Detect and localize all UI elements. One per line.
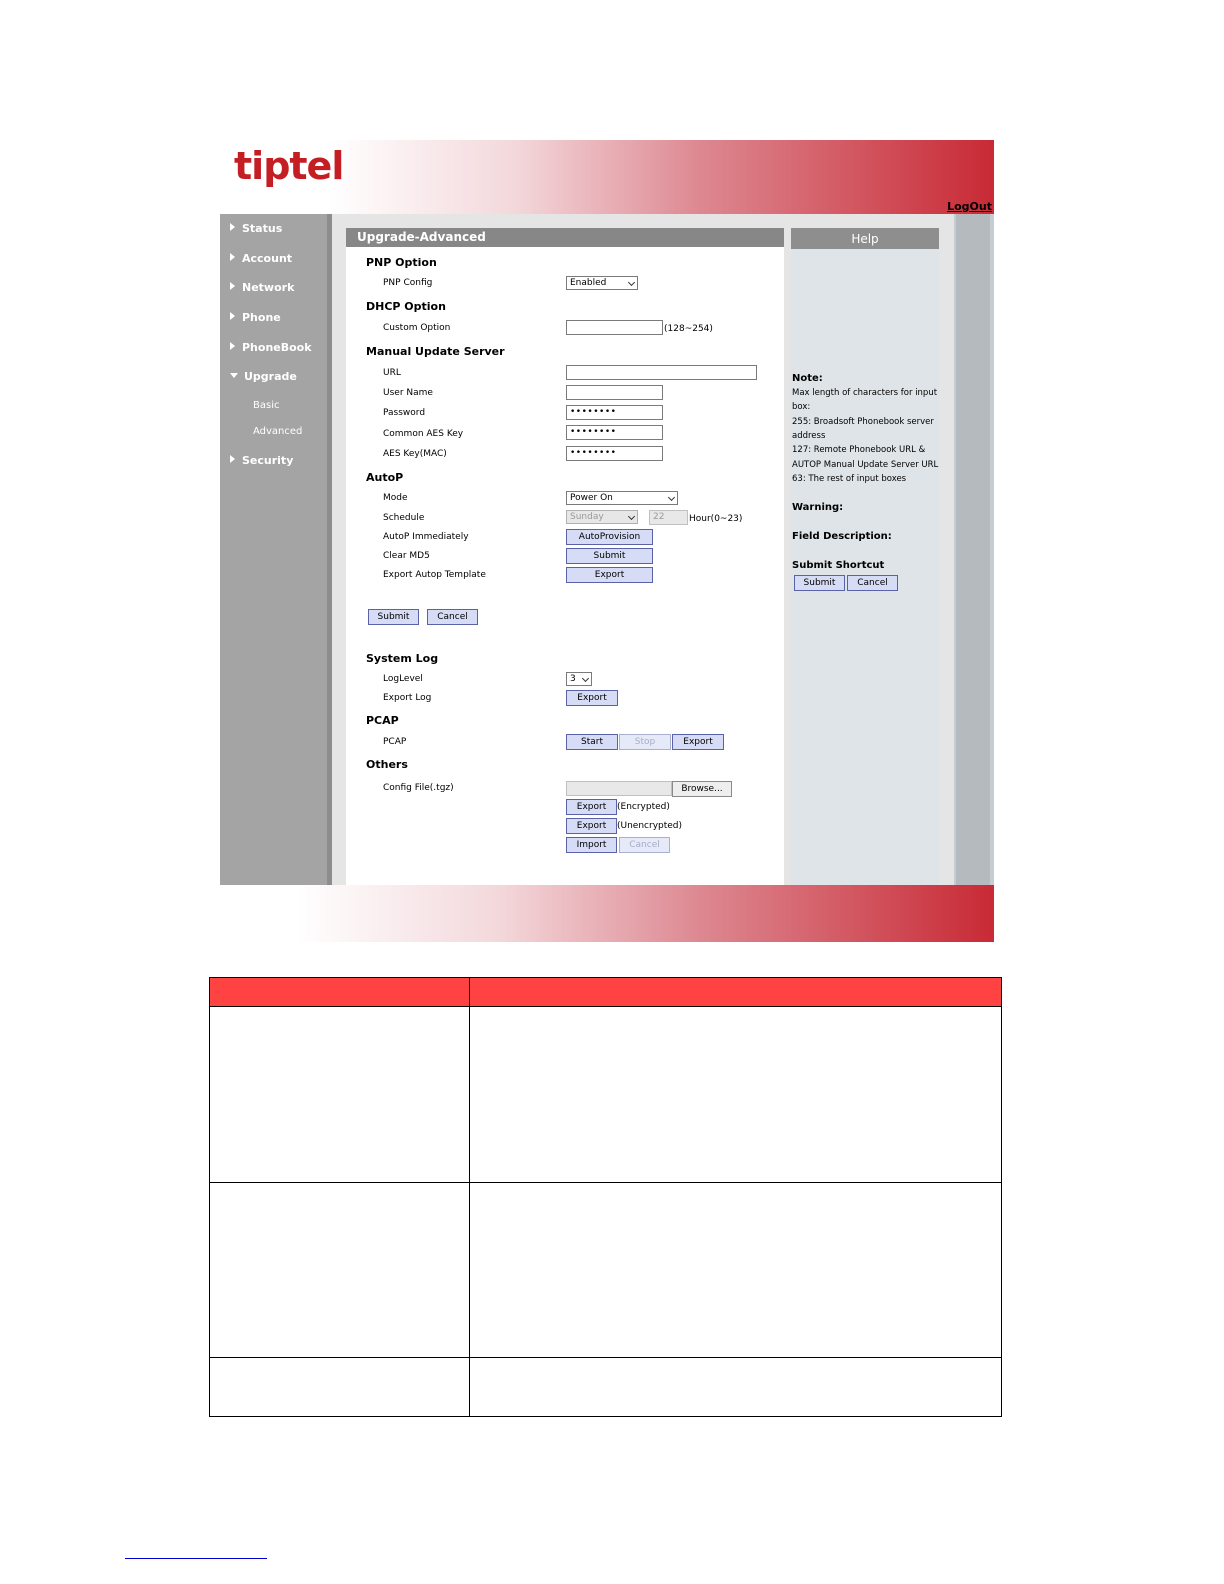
sidebar-item-phone[interactable]: [230, 311, 281, 324]
url-input[interactable]: [566, 365, 757, 380]
help-note-line: Max length of characters for input: [792, 388, 938, 398]
sidebar-subitem-basic[interactable]: Basic: [253, 400, 280, 411]
tiptel-logo: tiptel: [234, 144, 344, 188]
section-title-dhcp: DHCP Option: [366, 300, 446, 313]
help-panel: [791, 228, 939, 885]
help-note-line: address: [792, 431, 826, 441]
custom-option-input[interactable]: [566, 320, 663, 335]
custom-option-hint: (128~254): [664, 324, 713, 334]
logout-link[interactable]: LogOut: [947, 200, 992, 213]
pnp-config-select[interactable]: [566, 276, 638, 290]
pcap-stop-button[interactable]: Stop: [619, 734, 671, 750]
pcap-start-button[interactable]: Start: [566, 734, 618, 750]
page-title: Upgrade-Advanced: [346, 228, 784, 247]
sidebar-item-label: Security: [242, 454, 294, 467]
export-unencrypted-button[interactable]: Export: [566, 818, 617, 834]
sidebar-item-label: Upgrade: [244, 370, 297, 383]
aes-key-mac-label: AES Key(MAC): [383, 449, 447, 459]
clear-md5-label: Clear MD5: [383, 551, 430, 561]
unencrypted-hint: (Unencrypted): [617, 821, 683, 831]
schedule-hour-hint: Hour(0~23): [689, 514, 743, 524]
browse-button[interactable]: Browse...: [672, 781, 732, 797]
section-title-pnp: PNP Option: [366, 256, 437, 269]
sidebar-item-phonebook[interactable]: [230, 341, 312, 354]
table-row-divider: [210, 1182, 1001, 1183]
export-autop-template-button[interactable]: Export: [566, 567, 653, 583]
field-description-table: [209, 977, 1002, 1417]
table-column-divider: [469, 978, 470, 1416]
aes-key-mac-input[interactable]: ••••••••: [566, 446, 663, 461]
export-log-button[interactable]: Export: [566, 690, 618, 706]
sidebar-item-label: Account: [242, 252, 293, 265]
clear-md5-submit-button[interactable]: Submit: [566, 548, 653, 564]
arrow-right-icon: [230, 282, 235, 290]
sidebar-item-upgrade[interactable]: [230, 370, 297, 383]
mode-value: Power On: [570, 493, 613, 503]
sidebar-item-security[interactable]: [230, 454, 293, 467]
schedule-day-select[interactable]: [566, 510, 638, 524]
shortcut-cancel-button[interactable]: Cancel: [847, 575, 898, 591]
cancel-button[interactable]: Cancel: [427, 609, 478, 625]
footer-link-underline: [125, 1558, 267, 1559]
sidebar-item-label: PhoneBook: [242, 341, 312, 354]
submit-button[interactable]: Submit: [368, 609, 419, 625]
pcap-label: PCAP: [383, 737, 407, 747]
pcap-export-button[interactable]: Export: [672, 734, 724, 750]
mode-label: Mode: [383, 493, 408, 503]
section-title-others: Others: [366, 758, 408, 771]
schedule-label: Schedule: [383, 513, 425, 523]
autop-immediately-label: AutoP Immediately: [383, 532, 469, 542]
schedule-hour-input[interactable]: 22: [649, 510, 688, 525]
web-ui-screenshot: [220, 140, 994, 942]
help-note-line: 255: Broadsoft Phonebook server: [792, 417, 934, 427]
loglevel-label: LogLevel: [383, 674, 423, 684]
sidebar-item-network[interactable]: [230, 281, 294, 294]
pnp-config-value: Enabled: [570, 278, 607, 288]
arrow-right-icon: [230, 342, 235, 350]
schedule-day-value: Sunday: [570, 512, 604, 522]
import-cancel-button[interactable]: Cancel: [619, 837, 670, 853]
url-label: URL: [383, 368, 401, 378]
chevron-down-icon: [668, 494, 675, 501]
sidebar-item-status[interactable]: [230, 222, 282, 235]
arrow-down-icon: [230, 373, 238, 378]
sidebar-item-label: Status: [242, 222, 283, 235]
arrow-right-icon: [230, 455, 235, 463]
export-log-label: Export Log: [383, 693, 432, 703]
common-aes-key-input[interactable]: ••••••••: [566, 425, 663, 440]
chevron-down-icon: [628, 513, 635, 520]
section-title-manual-update: Manual Update Server: [366, 345, 505, 358]
help-note-title: Note:: [792, 373, 823, 384]
table-row-divider: [210, 1357, 1001, 1358]
password-label: Password: [383, 408, 426, 418]
section-title-autop: AutoP: [366, 471, 404, 484]
arrow-right-icon: [230, 223, 235, 231]
custom-option-label: Custom Option: [383, 323, 451, 333]
export-encrypted-button[interactable]: Export: [566, 799, 617, 815]
mode-select[interactable]: [566, 491, 678, 505]
common-aes-key-label: Common AES Key: [383, 429, 464, 439]
config-file-path-input[interactable]: [566, 781, 672, 796]
arrow-right-icon: [230, 312, 235, 320]
username-input[interactable]: [566, 385, 663, 400]
username-label: User Name: [383, 388, 433, 398]
help-warning-title: Warning:: [792, 502, 844, 513]
help-note-line: box:: [792, 402, 811, 412]
help-field-description-title: Field Description:: [792, 531, 892, 542]
help-note-line: 63: The rest of input boxes: [792, 474, 907, 484]
help-note-line: AUTOP Manual Update Server URL: [792, 460, 939, 470]
arrow-right-icon: [230, 253, 235, 261]
password-input[interactable]: ••••••••: [566, 405, 663, 420]
import-button[interactable]: Import: [566, 837, 617, 853]
loglevel-value: 3: [570, 674, 576, 684]
help-submit-shortcut-title: Submit Shortcut: [792, 560, 885, 571]
encrypted-hint: (Encrypted): [617, 802, 670, 812]
export-autop-template-label: Export Autop Template: [383, 570, 486, 580]
autoprovision-button[interactable]: AutoProvision: [566, 529, 653, 545]
section-title-system-log: System Log: [366, 652, 439, 665]
sidebar-item-account[interactable]: [230, 252, 292, 265]
chevron-down-icon: [628, 279, 635, 286]
config-file-label: Config File(.tgz): [383, 783, 454, 793]
chevron-down-icon: [582, 675, 589, 682]
sidebar-item-label: Phone: [242, 311, 281, 324]
help-header: Help: [791, 228, 939, 249]
shortcut-submit-button[interactable]: Submit: [794, 575, 845, 591]
table-header-row: [210, 978, 1001, 1007]
pnp-config-label: PNP Config: [383, 278, 433, 288]
help-note-line: 127: Remote Phonebook URL &: [792, 445, 926, 455]
scrollbar[interactable]: [956, 214, 990, 885]
bottom-banner: [220, 885, 994, 942]
sidebar-subitem-advanced[interactable]: Advanced: [253, 426, 303, 437]
sidebar-item-label: Network: [242, 281, 295, 294]
loglevel-select[interactable]: [566, 672, 592, 686]
section-title-pcap: PCAP: [366, 714, 399, 727]
